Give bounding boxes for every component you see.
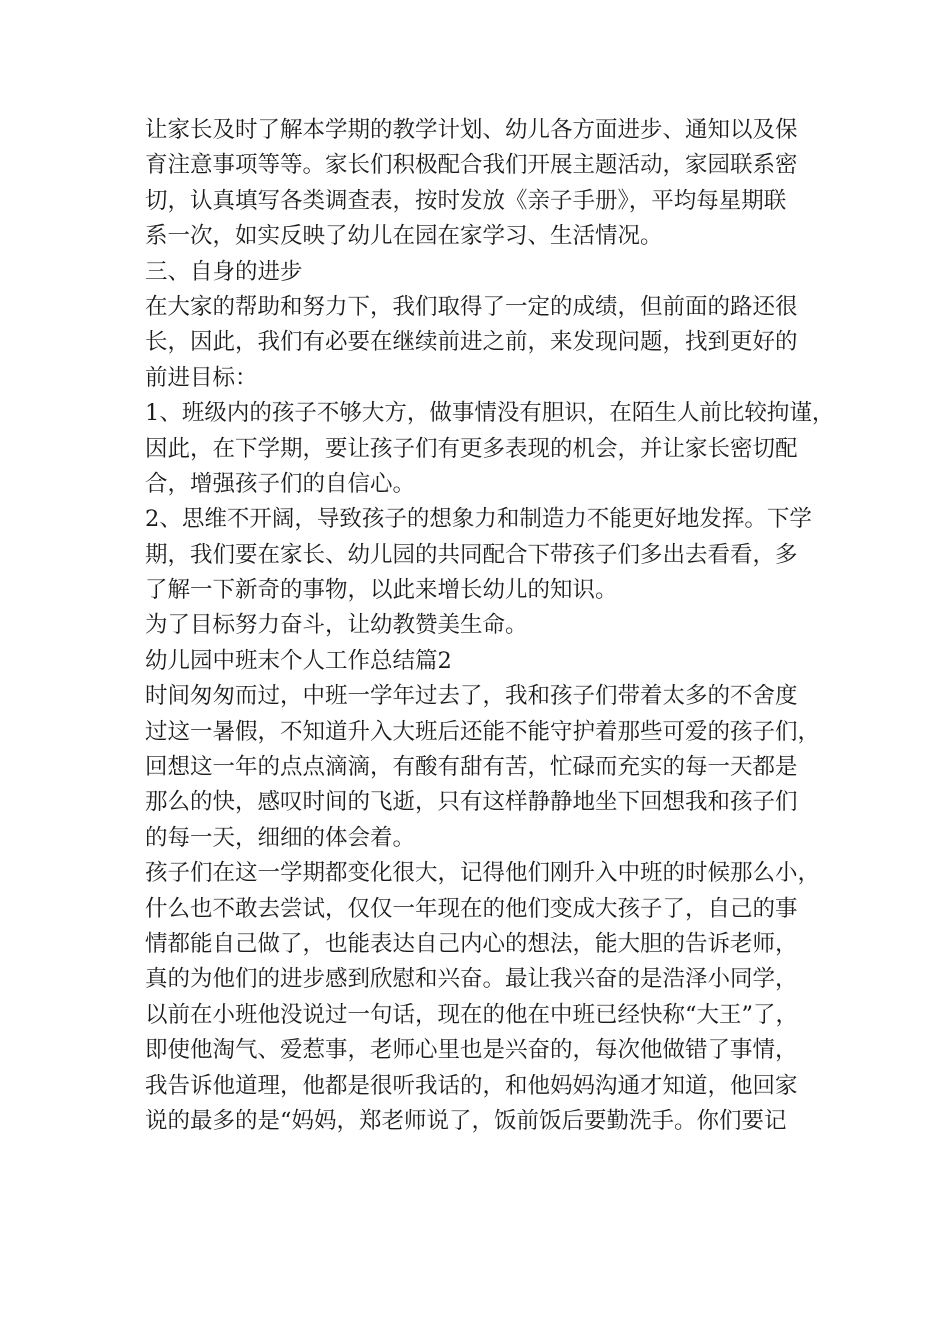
text-line: 切，认真填写各类调查表，按时发放《亲子手册》，平均每星期联 [145,187,787,214]
text-line: 长，因此，我们有必要在继续前进之前，来发现问题，找到更好的 [145,329,798,356]
text-line: 回想这一年的点点滴滴，有酸有甜有苦，忙碌而充实的每一天都是 [145,754,798,781]
text-line: 了解一下新奇的事物，以此来增长幼儿的知识。 [145,577,618,604]
text-line: 期，我们要在家长、幼儿园的共同配合下带孩子们多出去看看，多 [145,541,798,568]
text-line: 我告诉他道理，他都是很听我话的，和他妈妈沟通才知道，他回家 [145,1072,798,1099]
text-line: 因此，在下学期，要让孩子们有更多表现的机会，并让家长密切配 [145,435,798,462]
text-line: 系一次，如实反映了幼儿在园在家学习、生活情况。 [145,223,663,250]
text-line: 情都能自己做了，也能表达自己内心的想法，能大胆的告诉老师， [145,930,798,957]
article-title: 幼儿园中班末个人工作总结篇2 [145,647,452,674]
list-item-text: 1、班级内的孩子不够大方，做事情没有胆识，在陌生人前比较拘谨， [145,400,835,427]
text-line: 前进目标： [145,364,258,391]
text-line: 说的最多的是“妈妈，郑老师说了，饭前饭后要勤洗手。你们要记 [145,1107,787,1134]
text-line: 的每一天，细细的体会着。 [145,824,416,851]
text-line: 真的为他们的进步感到欣慰和兴奋。最让我兴奋的是浩泽小同学， [145,966,798,993]
text-line: 合，增强孩子们的自信心。 [145,470,416,497]
text-line: 孩子们在这一学期都变化很大，记得他们刚升入中班的时候那么小， [145,860,821,887]
text-line: 让家长及时了解本学期的教学计划、幼儿各方面进步、通知以及保 [145,117,798,143]
text-line: 以前在小班他没说过一句话，现在的他在中班已经快称“大王”了， [145,1001,799,1028]
text-line: 过这一暑假，不知道升入大班后还能不能守护着那些可爱的孩子们， [145,718,821,745]
text-line: 在大家的帮助和努力下，我们取得了一定的成绩，但前面的路还很 [145,293,798,320]
text-line: 为了目标努力奋斗，让幼教赞美生命。 [145,612,528,639]
text-line: 那么的快，感叹时间的飞逝，只有这样静静地坐下回想我和孩子们 [145,789,798,816]
document-body [145,113,835,1139]
text-line: 即使他淘气、爱惹事，老师心里也是兴奋的，每次他做错了事情， [145,1037,798,1064]
text-line: 时间匆匆而过，中班一学年过去了，我和孩子们带着太多的不舍度 [145,683,798,710]
text-line: 育注意事项等等。家长们积极配合我们开展主题活动，家园联系密 [145,152,798,179]
list-item-text: 2、思维不开阔，导致孩子的想象力和制造力不能更好地发挥。下学 [145,506,812,533]
text-line: 什么也不敢去尝试，仅仅一年现在的他们变成大孩子了，自己的事 [145,895,798,922]
section-heading: 三、自身的进步 [145,258,303,285]
